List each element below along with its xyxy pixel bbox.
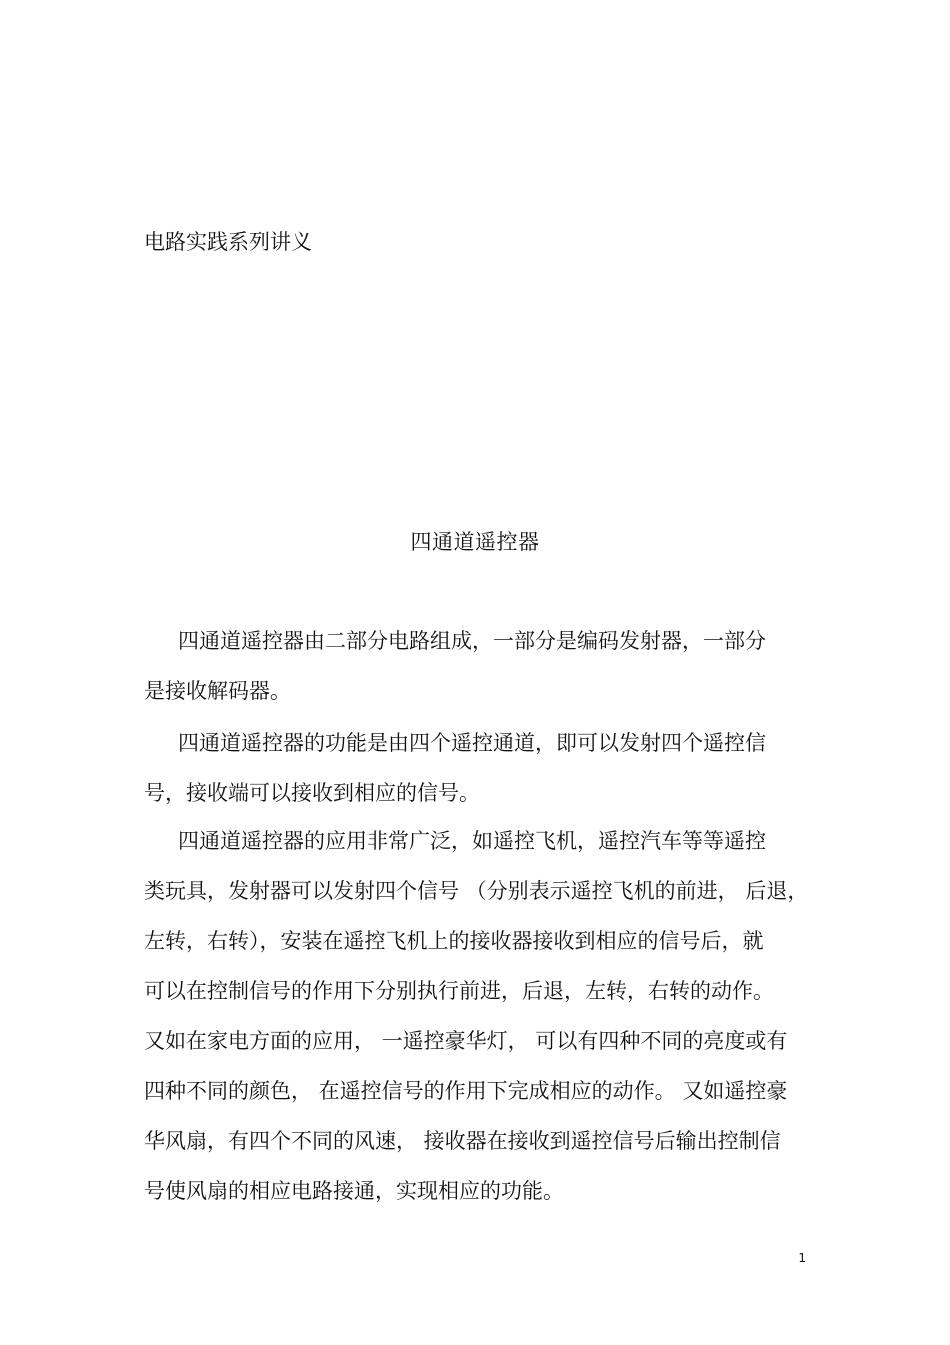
paragraph-3-line-5: 又如在家电方面的应用， 一遥控豪华灯， 可以有四种不同的亮度或有	[144, 1029, 788, 1053]
paragraph-1-line-1: 四通道遥控器由二部分电路组成，一部分是编码发射器，一部分	[178, 629, 766, 653]
series-title: 电路实践系列讲义	[144, 230, 312, 254]
paragraph-2-line-1: 四通道遥控器的功能是由四个遥控通道，即可以发射四个遥控信	[178, 731, 766, 755]
paragraph-2-line-2: 号，接收端可以接收到相应的信号。	[144, 781, 480, 805]
paragraph-3-line-3: 左转，右转），安装在遥控飞机上的接收器接收到相应的信号后，就	[144, 929, 764, 953]
paragraph-3-line-8: 号使风扇的相应电路接通，实现相应的功能。	[144, 1179, 564, 1203]
paragraph-3-line-7: 华风扇，有四个不同的风速， 接收器在接收到遥控信号后输出控制信	[144, 1129, 781, 1153]
page-number: 1	[798, 1251, 806, 1265]
paragraph-3-line-1: 四通道遥控器的应用非常广泛，如遥控飞机，遥控汽车等等遥控	[178, 829, 766, 853]
paragraph-3-line-4: 可以在控制信号的作用下分别执行前进，后退，左转，右转的动作。	[144, 979, 774, 1003]
paragraph-3-line-6: 四种不同的颜色， 在遥控信号的作用下完成相应的动作。 又如遥控豪	[144, 1079, 788, 1103]
document-title: 四通道遥控器	[410, 530, 540, 554]
paragraph-3-line-2: 类玩具，发射器可以发射四个信号 （分别表示遥控飞机的前进， 后退，	[144, 879, 809, 903]
paragraph-1-line-2: 是接收解码器。	[144, 679, 291, 703]
